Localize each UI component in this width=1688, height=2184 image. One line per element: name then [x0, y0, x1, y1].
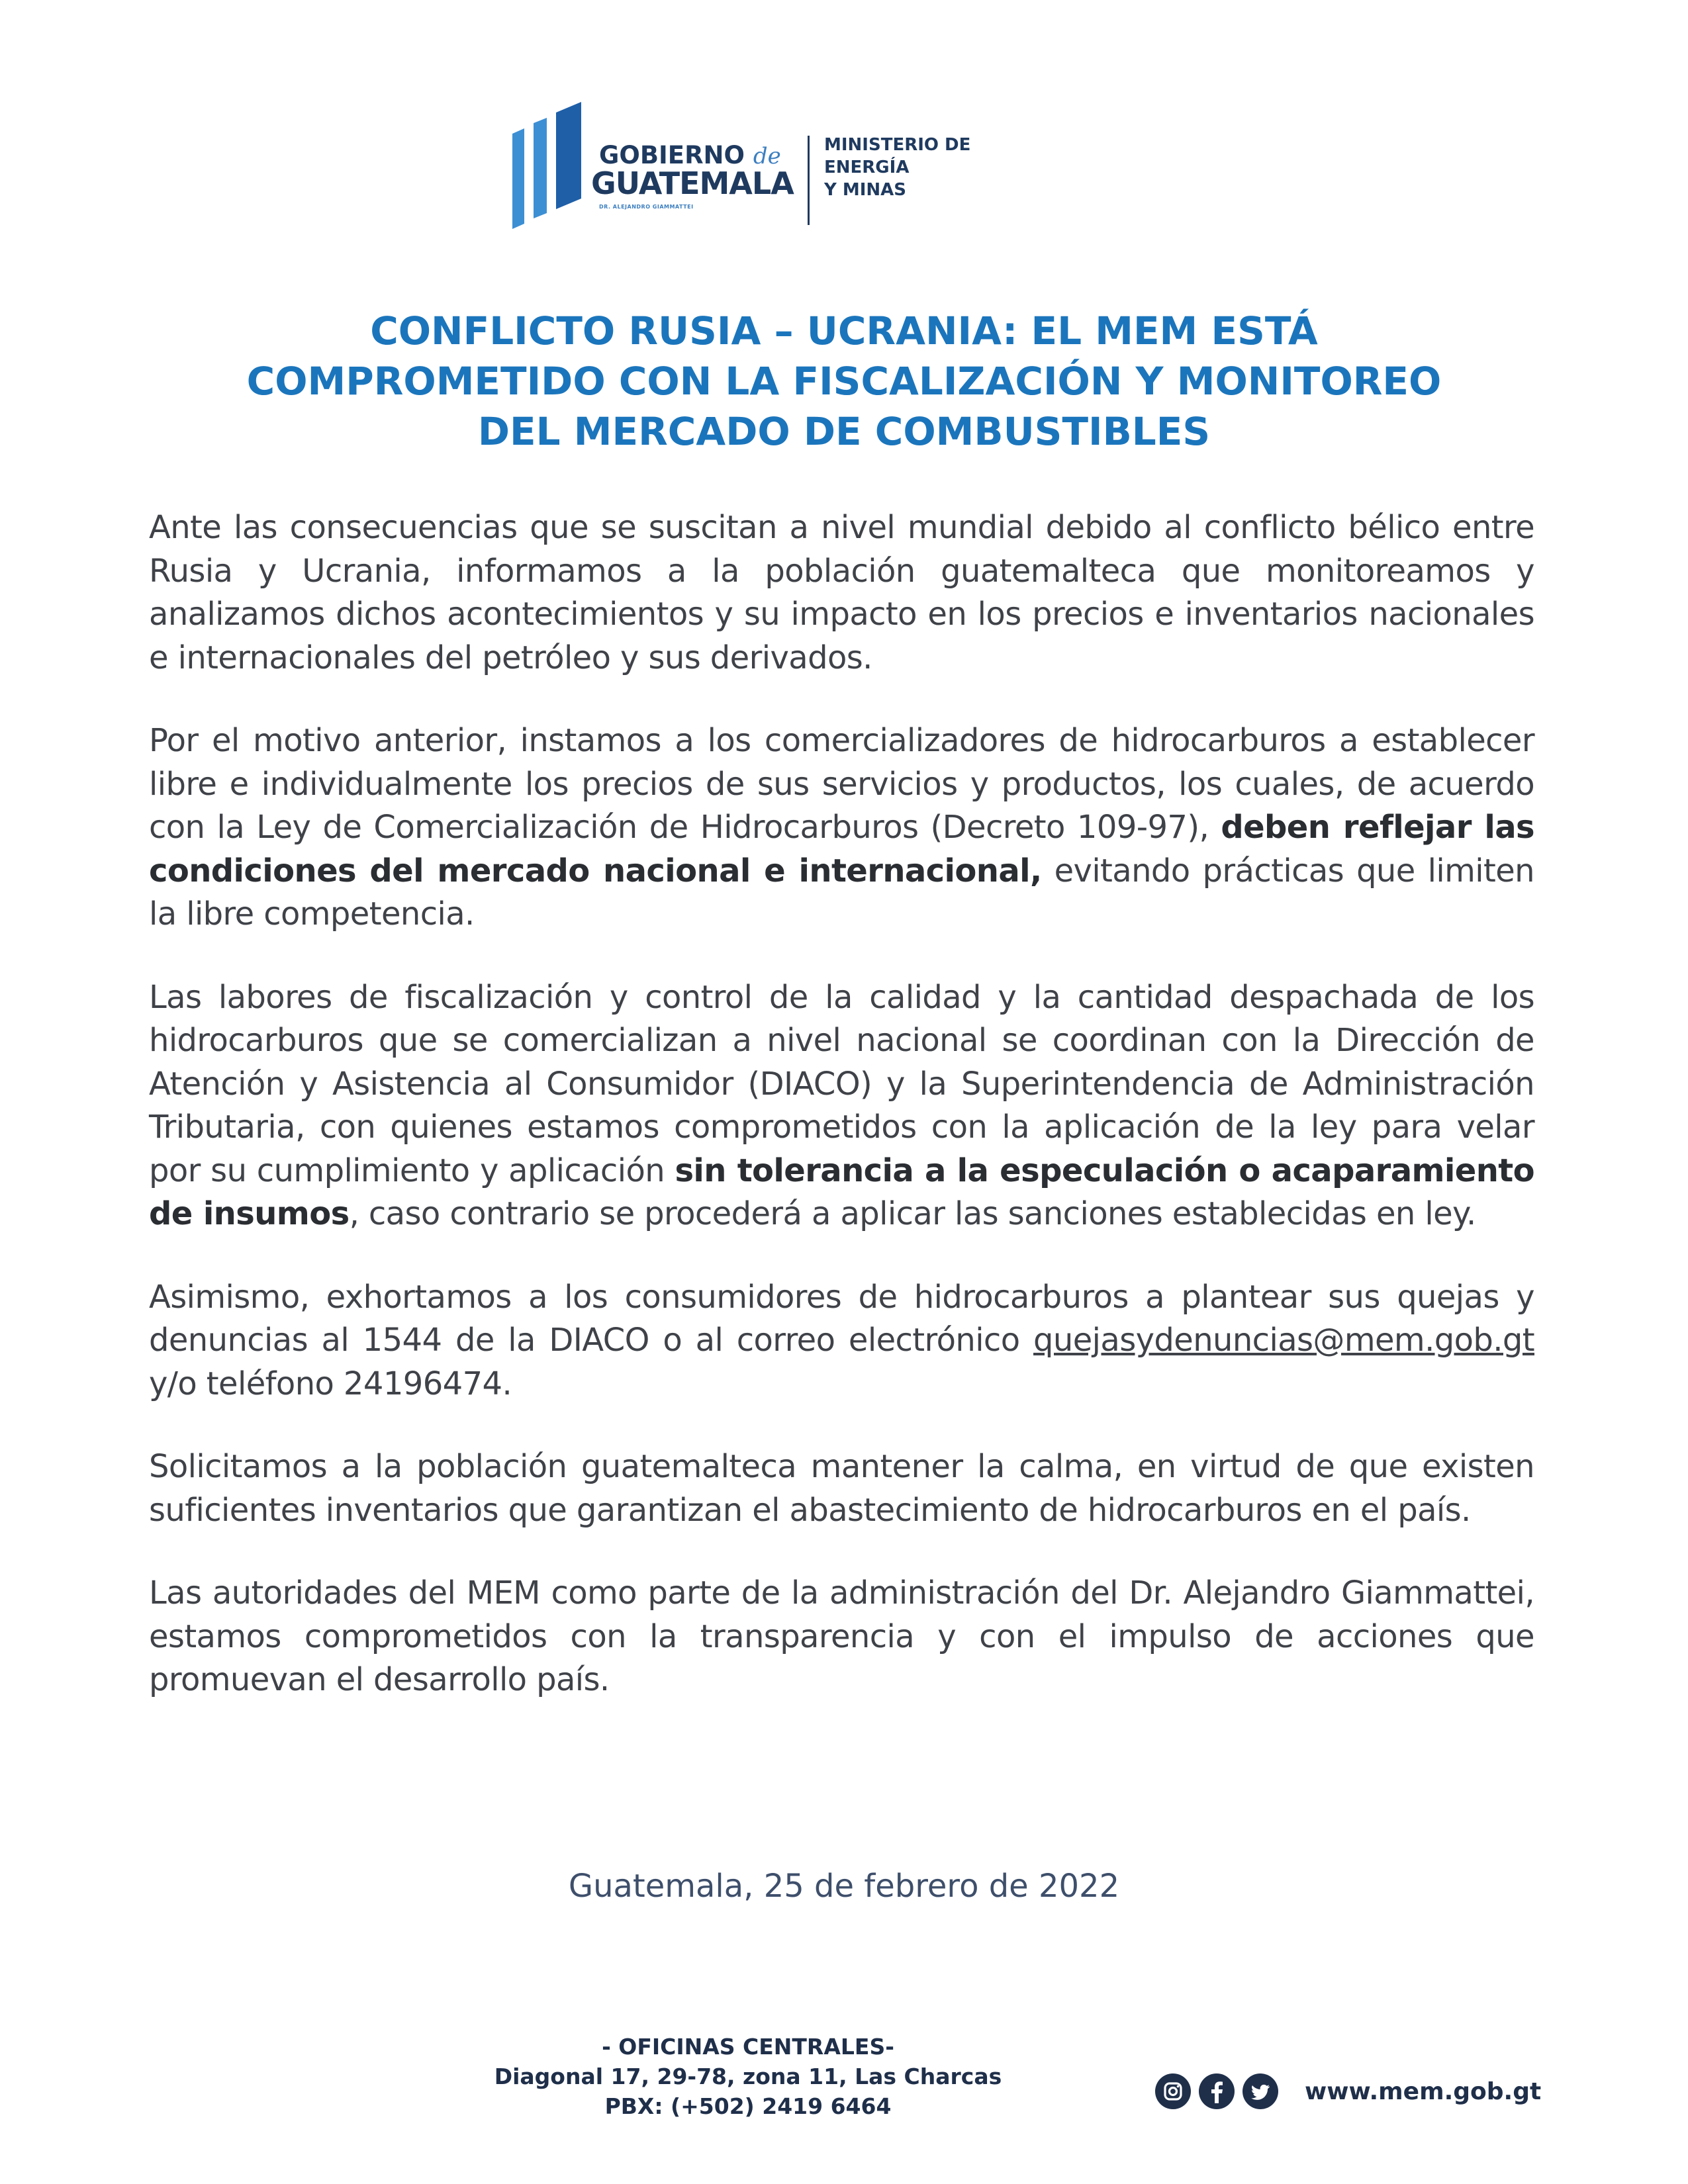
footer-address-block: [463, 2032, 1033, 2121]
complaints-email-link[interactable]: quejasydenuncias@mem.gob.gt: [1033, 1322, 1534, 1359]
title-line-2: COMPROMETIDO CON LA FISCALIZACIÓN Y MONITOREO: [246, 359, 1442, 404]
office-phone: PBX: (+502) 2419 6464: [604, 2093, 892, 2119]
dateline: Guatemala, 25 de febrero de 2022: [568, 1868, 1120, 1905]
paragraph-2: Por el motivo anterior, instamos a los comercializadores de hidrocarburos a establecer libre e individualmente los precios de sus servicios y productos, los cuales, de acuerdo con la Ley de Comercialización de Hidrocarburos (Decreto 109-97), deben reflejar las condiciones del mercado nacional e internacional, evitando prácticas que limiten la libre competencia.: [149, 722, 1535, 933]
press-release-body: [149, 506, 1534, 1742]
logo-subtitle: DR. ALEJANDRO GIAMMATTEI: [599, 204, 694, 210]
logo-divider: [808, 136, 810, 225]
title-line-3: DEL MERCADO DE COMBUSTIBLES: [477, 409, 1211, 454]
paragraph-6: Las autoridades del MEM como parte de la administración del Dr. Alejandro Giammattei, estamos comprometidos con la transparencia y con el impulso de acciones que promuevan el desarrollo país.: [149, 1574, 1534, 1698]
instagram-icon[interactable]: [1155, 2073, 1191, 2109]
website-link[interactable]: www.mem.gob.gt: [1305, 2077, 1542, 2105]
social-links: [1155, 2073, 1541, 2110]
facebook-icon[interactable]: [1199, 2073, 1235, 2109]
logo-gobierno-text: GOBIERNO de: [599, 141, 781, 169]
paragraph-3: Las labores de fiscalización y control de la calidad y la cantidad despachada de los hidrocarburos que se comercializan a nivel nacional se coordinan con la Dirección de Atención y Asistencia al Consumidor (DIACO) y la Superintendencia de Administración Tributaria, con quienes estamos comprometidos con la aplicación de la ley para velar por su cumplimiento y aplicación sin tolerancia a la especulación o acaparamiento de insumos, caso contrario se procederá a aplicar las sanciones establecidas en ley.: [149, 978, 1534, 1232]
paragraph-5: Solicitamos a la población guatemalteca mantener la calma, en virtud de que existen suficientes inventarios que garantizan el abastecimiento de hidrocarburos en el país.: [149, 1448, 1534, 1529]
logo-guatemala-text: GUATEMALA: [591, 165, 794, 201]
paragraph-2-emphasis: deben reflejar las condiciones del mercado nacional e internacional,: [149, 809, 1535, 889]
title-line-1: CONFLICTO RUSIA – UCRANIA: EL MEM ESTÁ: [370, 308, 1318, 353]
office-address: Diagonal 17, 29-78, zona 11, Las Charcas: [494, 2064, 1002, 2089]
paragraph-3-emphasis: sin tolerancia a la especulación o acaparamiento de insumos: [149, 1152, 1534, 1232]
government-ministry-logo: [510, 99, 1039, 232]
logo-de-text: de: [753, 143, 781, 169]
ministry-name: MINISTERIO DE ENERGÍA Y MINAS: [824, 135, 971, 200]
paragraph-1: Ante las consecuencias que se suscitan a nivel mundial debido al conflicto bélico entre Rusia y Ucrania, informamos a la población guatemalteca que monitoreamos y analizamos dichos acontecimientos y su impacto en los precios e inventarios nacionales e internacionales del petróleo y sus derivados.: [149, 509, 1534, 676]
press-release-title: [149, 306, 1539, 457]
paragraph-4: Asimismo, exhortamos a los consumidores de hidrocarburos a plantear sus quejas y denuncias al 1544 de la DIACO o al correo electrónico quejasydenuncias@mem.gob.gt y/o teléfono 24196474.: [149, 1278, 1534, 1402]
twitter-icon[interactable]: [1243, 2073, 1278, 2109]
office-title: - OFICINAS CENTRALES-: [602, 2034, 894, 2060]
